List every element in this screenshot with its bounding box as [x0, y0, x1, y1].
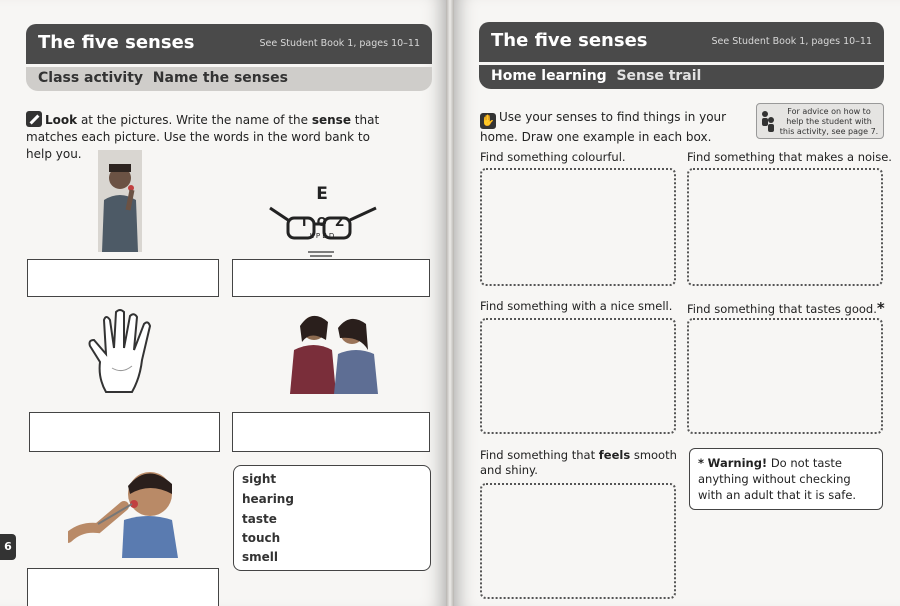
word-bank [233, 465, 431, 571]
advice-text: For advice on how to help the student with this activity, see page 7. [779, 107, 879, 136]
children-hearing-image [290, 306, 380, 394]
drawing-box-colourful[interactable] [480, 168, 676, 286]
word-bank-item: smell [242, 550, 279, 564]
pencil-icon [26, 111, 42, 127]
activity-label: Home learning [491, 68, 607, 84]
left-instruction: Look at the pictures. Write the name of the sense that matches each picture. Use the words in the word bank to help you. [26, 113, 380, 161]
eye-chart-row-2: T O Z [300, 215, 344, 229]
right-instruction: ✋ Use your senses to find things in your home. Draw one example in each box. [480, 110, 727, 144]
activity-name: Name the senses [152, 70, 288, 86]
right-page [454, 0, 900, 606]
word-bank-item: hearing [242, 492, 294, 506]
left-header [26, 24, 432, 64]
people-icon [761, 110, 775, 132]
class-activity-banner [26, 67, 432, 91]
answer-box-2[interactable] [232, 259, 430, 297]
book-reference: See Student Book 1, pages 10–11 [259, 38, 420, 49]
book-reference: See Student Book 1, pages 10–11 [711, 36, 872, 47]
activity-label: Class activity [38, 70, 144, 86]
word-bank-item: touch [242, 531, 281, 545]
answer-box-3[interactable] [29, 412, 220, 452]
word-bank-item: taste [242, 512, 277, 526]
advice-note [756, 103, 884, 139]
page-title: The five senses [491, 30, 648, 51]
prompt-tastes-good: Find something that tastes good.* [687, 299, 885, 317]
prompt-colourful: Find something colourful. [480, 150, 626, 164]
left-page [0, 0, 446, 606]
hand-touch-image [84, 308, 160, 396]
drawing-box-smooth-shiny[interactable] [480, 483, 676, 599]
book-spine [446, 0, 454, 606]
page-title: The five senses [38, 32, 195, 53]
answer-box-1[interactable] [27, 259, 219, 297]
activity-name: Sense trail [616, 68, 702, 84]
child-tasting-image [68, 462, 184, 558]
warning-star: * [698, 456, 705, 470]
person-smelling-image [98, 150, 142, 252]
hand-icon: ✋ [481, 114, 495, 127]
prompt-smell: Find something with a nice smell. [480, 299, 673, 313]
right-header [479, 22, 884, 62]
glasses-eye-chart-image [264, 184, 380, 260]
warning-note [689, 448, 883, 510]
answer-box-4[interactable] [232, 412, 430, 452]
drawing-box-tastes-good[interactable] [687, 318, 883, 434]
answer-box-5[interactable] [27, 568, 219, 606]
prompt-smooth-shiny: Find something that feels smooth and shiny. [480, 448, 677, 477]
warning-text: Do not taste anything without checking with an adult that it is safe. [698, 456, 857, 502]
prompt-noise: Find something that makes a noise. [687, 150, 892, 164]
drawing-box-noise[interactable] [687, 168, 883, 286]
home-learning-banner [479, 65, 884, 89]
warning-label: Warning! [707, 456, 768, 470]
eye-chart-row-3: L P E D [309, 232, 335, 240]
eye-chart-row-1: E [316, 184, 328, 204]
page-number: 6 [0, 534, 16, 560]
drawing-box-smell[interactable] [480, 318, 676, 434]
word-bank-item: sight [242, 472, 277, 486]
